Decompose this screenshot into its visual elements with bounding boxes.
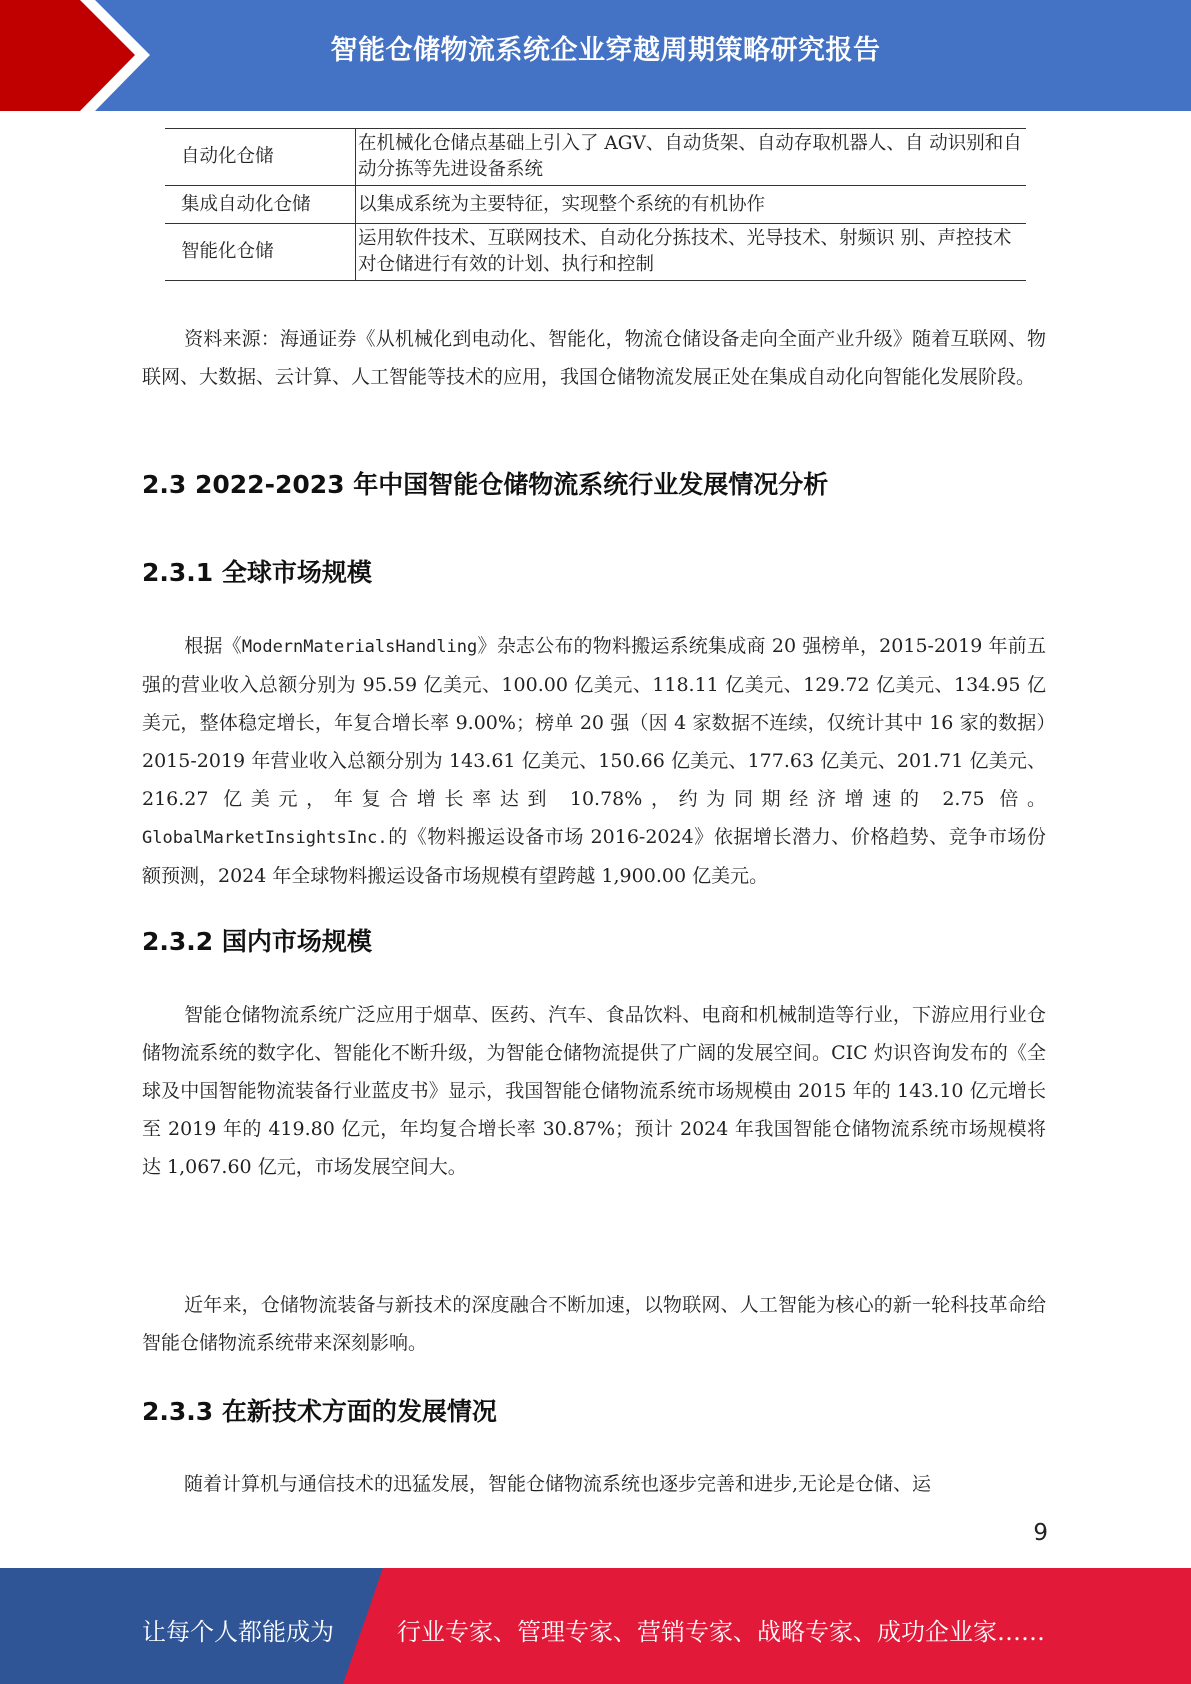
paragraph-text: 》杂志公布的物料搬运系统集成商 20 强榜单，2015-2019 年前五强的营业收入总额分别为 95.59 亿美元、100.00 亿美元、118.11 亿美元、129.72 亿美元、134.95 亿美元，整体稳定增长，年复合增长率 9.00%；榜单 20 强（因 4 家数据不连续，仅统计其中 16 家的数据）2015-2019 年营业收入总额分别为 143.61 亿美元、150.66 亿美元、177.63 亿美元、201.71 亿美元、216.27 亿美元，年复合增长率达到 10.78%，约为同期经济增速的 2.75 倍。 — [142, 635, 1046, 810]
page-footer — [0, 1568, 1191, 1684]
recent-development-paragraph — [142, 1286, 1046, 1362]
warehouse-stage-table — [165, 128, 1026, 281]
global-market-paragraph — [142, 627, 1046, 895]
paragraph-text: 智能仓储物流系统广泛应用于烟草、医药、汽车、食品饮料、电商和机械制造等行业，下游应用行业仓储物流系统的数字化、智能化不断升级，为智能仓储物流提供了广阔的发展空间。CIC 灼识咨询发布的《全球及中国智能物流装备行业蓝皮书》显示，我国智能仓储物流系统市场规模由 2015 年的 143.10 亿元增长至 2019 年的 419.80 亿元，年均复合增长率 30.87%；预计 2024 年我国智能仓储物流系统市场规模将达 1,067.60 亿元，市场发展空间大。 — [142, 1004, 1046, 1178]
footer-slogan-left: 让每个人都能成为 — [142, 1618, 334, 1646]
table-cell-term: 自动化仓储 — [165, 129, 356, 186]
page-header — [0, 0, 1191, 111]
source-paragraph-text: 资料来源：海通证券《从机械化到电动化、智能化，物流仓储设备走向全面产业升级》随着互联网、物联网、大数据、云计算、人工智能等技术的应用，我国仓储物流发展正处在集成自动化向智能化发展阶段。 — [142, 328, 1046, 388]
table-cell-term: 智能化仓储 — [165, 224, 356, 281]
table-cell-desc: 在机械化仓储点基础上引入了 AGV、自动货架、自动存取机器人、自 动识别和自动分拣等先进设备系统 — [356, 129, 1027, 186]
table-cell-term: 集成自动化仓储 — [165, 186, 356, 224]
new-tech-paragraph — [142, 1465, 1046, 1503]
paragraph-text: GlobalMarketInsightsInc. — [142, 828, 388, 848]
table-cell-desc: 以集成系统为主要特征，实现整个系统的有机协作 — [356, 186, 1027, 224]
page-number: 9 — [1033, 1520, 1048, 1546]
domestic-market-paragraph — [142, 996, 1046, 1186]
table-cell-desc: 运用软件技术、互联网技术、自动化分拣技术、光导技术、射频识 别、声控技术对仓储进行有效的计划、执行和控制 — [356, 224, 1027, 281]
section-heading-2-3-1: 2.3.1 全球市场规模 — [142, 558, 372, 587]
paragraph-text: ModernMaterialsHandling — [241, 637, 478, 657]
paragraph-text: 随着计算机与通信技术的迅猛发展，智能仓储物流系统也逐步完善和进步,无论是仓储、运 — [184, 1473, 932, 1495]
paragraph-text: 的《物料搬运设备市场 2016-2024》依据增长潜力、价格趋势、竞争市场份额预测，2024 年全球物料搬运设备市场规模有望跨越 1,900.00 亿美元。 — [142, 826, 1046, 887]
table-row — [165, 224, 1026, 281]
footer-slogan-right: 行业专家、管理专家、营销专家、战略专家、成功企业家…… — [397, 1618, 1045, 1646]
table-row — [165, 129, 1026, 186]
table-row — [165, 186, 1026, 224]
header-title: 智能仓储物流系统企业穿越周期策略研究报告 — [330, 35, 881, 66]
paragraph-text: 近年来，仓储物流装备与新技术的深度融合不断加速，以物联网、人工智能为核心的新一轮科技革命给智能仓储物流系统带来深刻影响。 — [142, 1294, 1046, 1354]
section-heading-2-3: 2.3 2022-2023 年中国智能仓储物流系统行业发展情况分析 — [142, 470, 829, 499]
section-heading-2-3-2: 2.3.2 国内市场规模 — [142, 927, 372, 956]
section-heading-2-3-3: 2.3.3 在新技术方面的发展情况 — [142, 1397, 497, 1426]
paragraph-text: 根据《 — [184, 635, 242, 657]
source-paragraph — [142, 320, 1046, 396]
